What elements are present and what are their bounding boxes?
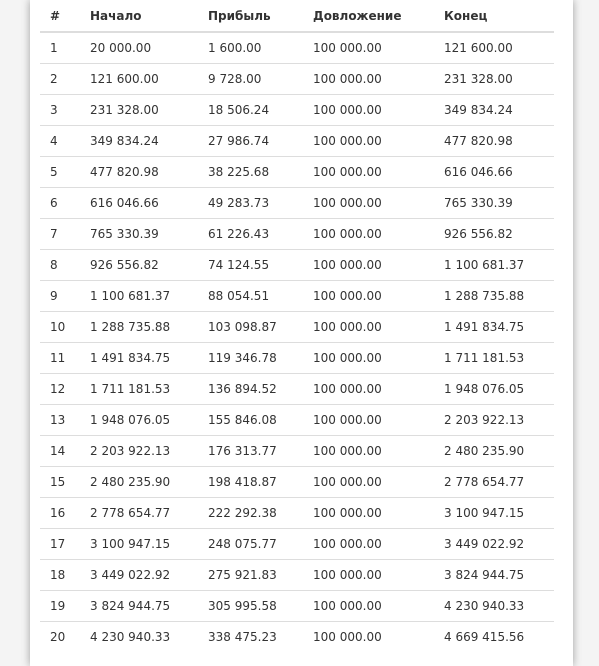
cell-end: 1 491 834.75 — [434, 312, 554, 343]
table-body — [40, 32, 554, 652]
cell-top-up: 100 000.00 — [313, 41, 382, 55]
table-row — [40, 281, 554, 312]
cell-top-up: 100 000.00 — [303, 312, 434, 343]
cell-top-up: 100 000.00 — [303, 188, 434, 219]
cell-number: 1 — [50, 41, 58, 55]
cell-end: 349 834.24 — [434, 95, 554, 126]
table-row — [40, 157, 554, 188]
table-row — [40, 467, 554, 498]
cell-end: 3 100 947.15 — [434, 498, 554, 529]
table-row — [40, 64, 554, 95]
cell-profit: 176 313.77 — [198, 436, 303, 467]
cell-start: 121 600.00 — [80, 64, 198, 95]
cell-number: 2 — [40, 64, 80, 95]
cell-start: 4 230 940.33 — [80, 622, 198, 653]
cell-profit: 119 346.78 — [198, 343, 303, 374]
header-row — [40, 0, 554, 32]
cell-top-up: 100 000.00 — [303, 157, 434, 188]
cell-start: 1 100 681.37 — [80, 281, 198, 312]
cell-start: 477 820.98 — [80, 157, 198, 188]
table-row — [40, 32, 554, 64]
cell-top-up: 100 000.00 — [303, 95, 434, 126]
cell-start: 926 556.82 — [80, 250, 198, 281]
cell-number: 19 — [40, 591, 80, 622]
cell-start: 1 491 834.75 — [80, 343, 198, 374]
table-row — [40, 312, 554, 343]
cell-top-up: 100 000.00 — [303, 436, 434, 467]
cell-top-up: 100 000.00 — [303, 405, 434, 436]
table-row — [40, 405, 554, 436]
column-header-profit: Прибыль — [198, 0, 303, 32]
cell-start: 765 330.39 — [80, 219, 198, 250]
cell-top-up: 100 000.00 — [303, 591, 434, 622]
cell-top-up: 100 000.00 — [303, 126, 434, 157]
cell-profit: 38 225.68 — [198, 157, 303, 188]
cell-profit: 61 226.43 — [198, 219, 303, 250]
cell-number: 18 — [40, 560, 80, 591]
cell-end: 1 100 681.37 — [434, 250, 554, 281]
table-row — [40, 219, 554, 250]
cell-start: 1 948 076.05 — [80, 405, 198, 436]
table-row — [40, 95, 554, 126]
cell-number: 9 — [40, 281, 80, 312]
cell-top-up: 100 000.00 — [303, 343, 434, 374]
results-panel — [30, 0, 573, 666]
table-header — [40, 0, 554, 32]
cell-profit: 275 921.83 — [198, 560, 303, 591]
cell-profit: 338 475.23 — [198, 622, 303, 653]
table-row — [40, 591, 554, 622]
cell-start: 2 480 235.90 — [80, 467, 198, 498]
column-header-start: Начало — [80, 0, 198, 32]
cell-number: 20 — [40, 622, 80, 653]
column-header-top-up: Довложение — [303, 0, 434, 32]
cell-end: 2 480 235.90 — [434, 436, 554, 467]
cell-number: 17 — [40, 529, 80, 560]
cell-number: 8 — [40, 250, 80, 281]
cell-start: 1 711 181.53 — [80, 374, 198, 405]
cell-profit: 103 098.87 — [198, 312, 303, 343]
cell-profit: 1 600.00 — [208, 41, 262, 55]
cell-start: 2 203 922.13 — [80, 436, 198, 467]
cell-end: 926 556.82 — [434, 219, 554, 250]
cell-top-up: 100 000.00 — [303, 467, 434, 498]
cell-start: 20 000.00 — [90, 41, 152, 55]
table-row — [40, 374, 554, 405]
cell-end: 616 046.66 — [434, 157, 554, 188]
cell-start: 616 046.66 — [80, 188, 198, 219]
cell-top-up: 100 000.00 — [303, 622, 434, 653]
cell-start: 349 834.24 — [80, 126, 198, 157]
cell-profit: 74 124.55 — [198, 250, 303, 281]
table-row — [40, 436, 554, 467]
cell-start: 1 288 735.88 — [80, 312, 198, 343]
cell-profit: 88 054.51 — [198, 281, 303, 312]
cell-number: 5 — [40, 157, 80, 188]
cell-number: 16 — [40, 498, 80, 529]
table-row — [40, 498, 554, 529]
cell-end: 2 778 654.77 — [434, 467, 554, 498]
table-row — [40, 529, 554, 560]
cell-number: 7 — [40, 219, 80, 250]
cell-number: 12 — [40, 374, 80, 405]
cell-profit: 222 292.38 — [198, 498, 303, 529]
cell-number: 10 — [40, 312, 80, 343]
cell-end: 4 230 940.33 — [434, 591, 554, 622]
cell-number: 4 — [40, 126, 80, 157]
cell-top-up: 100 000.00 — [303, 498, 434, 529]
cell-number: 3 — [40, 95, 80, 126]
table-row — [40, 250, 554, 281]
cell-top-up: 100 000.00 — [303, 374, 434, 405]
cell-top-up: 100 000.00 — [303, 250, 434, 281]
cell-end: 765 330.39 — [434, 188, 554, 219]
cell-top-up: 100 000.00 — [303, 281, 434, 312]
deposit-schedule-table — [40, 0, 554, 652]
cell-number: 6 — [40, 188, 80, 219]
cell-start: 2 778 654.77 — [80, 498, 198, 529]
table-row — [40, 343, 554, 374]
cell-end: 3 824 944.75 — [434, 560, 554, 591]
cell-end: 477 820.98 — [434, 126, 554, 157]
table-row — [40, 560, 554, 591]
cell-top-up: 100 000.00 — [303, 64, 434, 95]
cell-profit: 136 894.52 — [198, 374, 303, 405]
table-row — [40, 126, 554, 157]
cell-top-up: 100 000.00 — [303, 219, 434, 250]
cell-profit: 248 075.77 — [198, 529, 303, 560]
cell-top-up: 100 000.00 — [303, 529, 434, 560]
cell-profit: 27 986.74 — [198, 126, 303, 157]
cell-profit: 18 506.24 — [198, 95, 303, 126]
cell-end: 3 449 022.92 — [434, 529, 554, 560]
cell-profit: 9 728.00 — [198, 64, 303, 95]
cell-end: 2 203 922.13 — [434, 405, 554, 436]
table-row — [40, 622, 554, 653]
cell-end: 1 288 735.88 — [434, 281, 554, 312]
cell-end: 1 948 076.05 — [434, 374, 554, 405]
cell-profit: 49 283.73 — [198, 188, 303, 219]
cell-number: 11 — [40, 343, 80, 374]
cell-profit: 155 846.08 — [198, 405, 303, 436]
cell-end: 4 669 415.56 — [434, 622, 554, 653]
cell-top-up: 100 000.00 — [303, 560, 434, 591]
column-header-number: # — [40, 0, 80, 32]
cell-profit: 305 995.58 — [198, 591, 303, 622]
cell-number: 13 — [40, 405, 80, 436]
cell-profit: 198 418.87 — [198, 467, 303, 498]
column-header-end: Конец — [434, 0, 554, 32]
cell-end: 121 600.00 — [444, 41, 513, 55]
cell-start: 231 328.00 — [80, 95, 198, 126]
table-row — [40, 188, 554, 219]
cell-start: 3 824 944.75 — [80, 591, 198, 622]
cell-start: 3 449 022.92 — [80, 560, 198, 591]
cell-end: 1 711 181.53 — [434, 343, 554, 374]
cell-start: 3 100 947.15 — [80, 529, 198, 560]
cell-end: 231 328.00 — [434, 64, 554, 95]
cell-number: 15 — [40, 467, 80, 498]
cell-number: 14 — [40, 436, 80, 467]
